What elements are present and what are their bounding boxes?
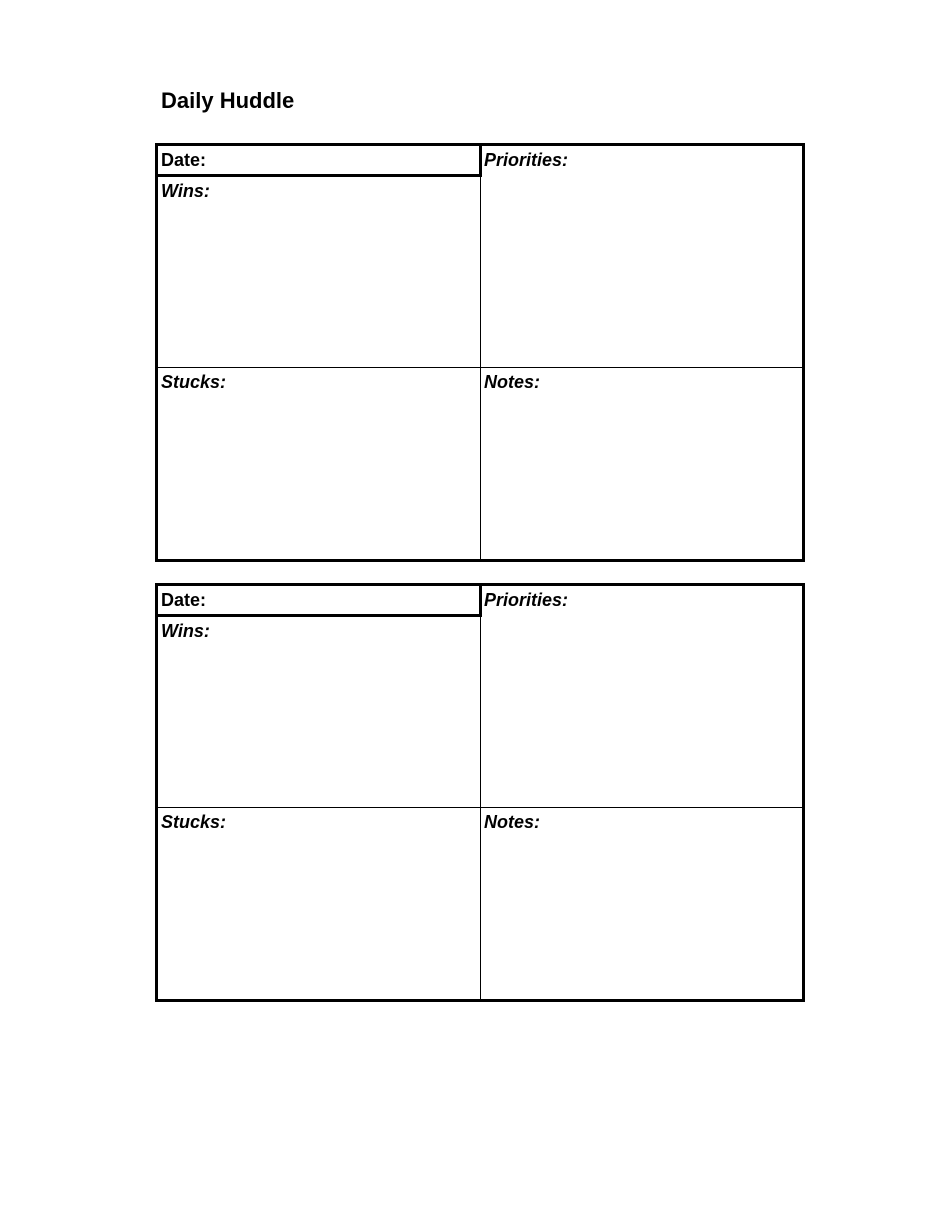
notes-writing-area[interactable] (481, 368, 802, 559)
notes-label: Notes: (484, 372, 541, 392)
date-writing-area[interactable] (158, 146, 479, 174)
notes-writing-area[interactable] (481, 808, 802, 999)
date-label: Date: (161, 590, 207, 610)
huddle-card (155, 583, 805, 1002)
stucks-label: Stucks: (161, 372, 227, 392)
wins-label: Wins: (161, 621, 210, 641)
notes-label: Notes: (484, 812, 541, 832)
priorities-writing-area[interactable] (481, 586, 802, 807)
priorities-writing-area[interactable] (481, 146, 802, 367)
date-writing-area[interactable] (158, 586, 479, 614)
stucks-label: Stucks: (161, 812, 227, 832)
wins-writing-area[interactable] (158, 617, 480, 807)
page-title: Daily Huddle (161, 88, 295, 113)
priorities-label: Priorities: (484, 150, 569, 170)
stucks-writing-area[interactable] (158, 808, 480, 999)
wins-writing-area[interactable] (158, 177, 480, 367)
date-label: Date: (161, 150, 207, 170)
wins-label: Wins: (161, 181, 210, 201)
huddle-card (155, 143, 805, 562)
stucks-writing-area[interactable] (158, 368, 480, 559)
priorities-label: Priorities: (484, 590, 569, 610)
